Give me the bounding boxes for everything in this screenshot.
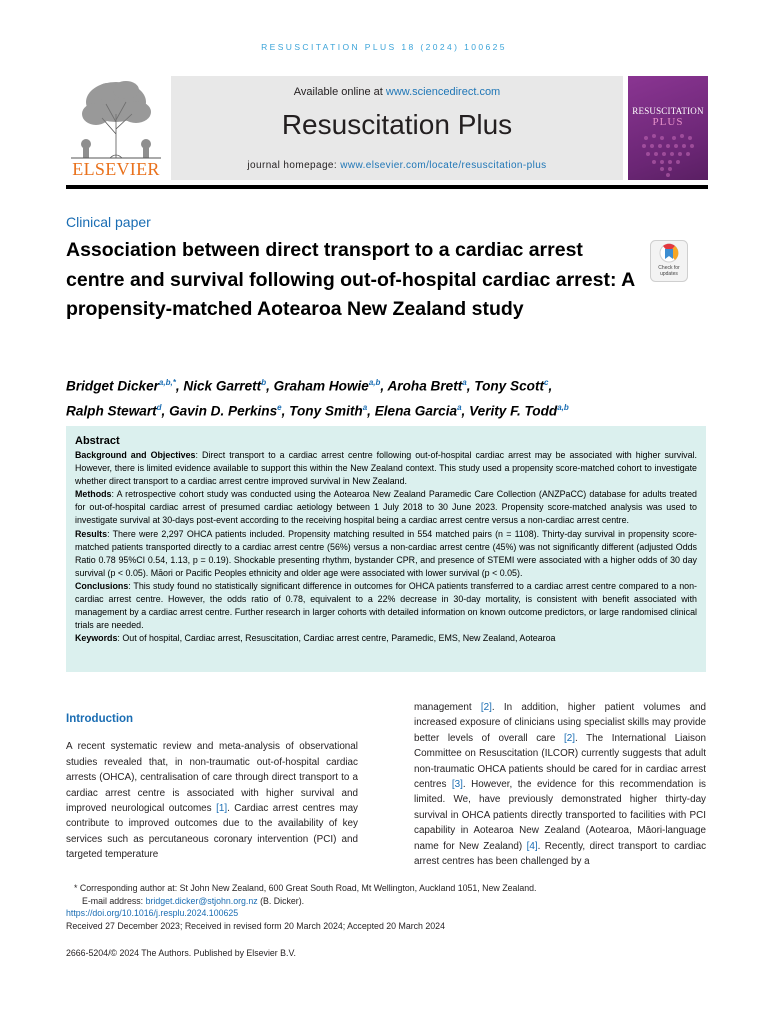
email-suffix: (B. Dicker). [257,895,305,906]
body-text: . The International Liaison Committee on Resuscitation (ILCOR) currently suggests that adult non-traumatic OHCA patients should be cared for in cardiac arrest centres [414,732,706,791]
sciencedirect-link[interactable]: www.sciencedirect.com [385,86,501,98]
author-name[interactable]: Tony Smith [289,403,363,419]
journal-cover[interactable] [628,76,708,180]
abstract-section-text: Out of hospital, Cardiac arrest, Resuscitation, Cardiac arrest centre, Paramedic, EMS, New Zealand, Aotearoa [122,633,556,644]
author-affiliation[interactable]: d [156,402,162,412]
author-name[interactable]: Elena Garcia [374,403,458,419]
author-separator: , [380,378,388,394]
body-text: management [414,702,481,713]
citation-link[interactable]: [1] [216,803,228,815]
author-name[interactable]: Tony Scott [474,378,545,394]
citation-link[interactable]: [4] [526,840,538,852]
abstract-heading: Abstract [75,435,120,447]
author-affiliation[interactable]: a [362,402,368,412]
author-affiliation[interactable]: b [261,378,267,387]
author-name[interactable]: Verity F. Todd [469,403,558,419]
abstract-section-text: There were 2,297 OHCA patients included. Propensity matching resulted in 554 matched pairs (n = 1108). Thirty-day survival in propensity score-matched patients transported directly to a cardiac arrest centre (56%) versus a non-cardiac arrest centre (45%) was not significantly different (adjusted Odds Ratio 0.78 95%CI 0.54, 1.13, p = 0.19). Shockable presenting rhythm, bystander CPR, and presence of STEMI were associated with a higher odds of 30 day survival (p < 0.05). Māori or Pacific Peoples ethnicity and older age were associated with lower survival (p < 0.05). [75,528,697,578]
abstract-section-label: Results [75,528,108,539]
author-affiliation[interactable]: a,b [368,378,381,387]
corresponding-author-note: * Corresponding author at: St John New Zealand, 600 Great South Road, Mt Wellington, Auckland 1051, New Zealand. [74,883,537,893]
body-paragraph [66,739,358,862]
abstract-section: Background and Objectives: Direct transport to a cardiac arrest centre following out-of-hospital cardiac arrest may be associated with higher survival. However, there is limited evidence available to support this within the New Zealand context. This study used a propensity score-matched cohort to investigate whether direct transport to a cardiac arrest centre improved survival in New Zealand. [75,450,697,487]
body-left-column [66,702,358,863]
abstract-section: Keywords: Out of hospital, Cardiac arrest, Resuscitation, Cardiac arrest centre, Paramedic, EMS, New Zealand, Aotearoa [75,633,556,644]
article-title: Association between direct transport to a cardiac arrest centre and survival following out-of-hospital cardiac arrest: A propensity-matched Aotearoa New Zealand study [66,239,635,320]
abstract-body [75,449,697,645]
elsevier-tree-icon [66,74,166,160]
crossmark-label: Check for updates [658,265,680,277]
header-rule [66,185,708,189]
journal-homepage [171,160,623,171]
cover-subtitle: PLUS [652,116,684,128]
journal-info-box [171,76,623,180]
author-name[interactable]: Ralph Stewart [66,403,157,419]
body-text: . Cardiac arrest centres may contribute to improved outcomes due to the availability of key services such as percutaneous coronary intervention (PCI) and targeted temperature [66,803,358,861]
homepage-link[interactable]: www.elsevier.com/locate/resuscitation-plus [340,160,547,171]
author-affiliation[interactable]: a,b [557,402,569,412]
footnotes [66,882,706,932]
running-head: RESUSCITATION PLUS 18 (2024) 100625 [261,42,507,52]
abstract-section: Methods: A retrospective cohort study was conducted using the Aotearoa New Zealand Paramedic Care Collection (ANZPaCC) database for adults treated for out-of-hospital cardiac arrest of presumed cardiac aetiology between 1 July 2018 to 30 June 2023. Propensity score-matched analysis was used to investigate survival at 30-days post-event according to the receiving hospital being a cardiac arrest centre versus a non-cardiac arrest centre. [75,489,697,526]
received-dates: Received 27 December 2023; Received in revised form 20 March 2024; Accepted 20 March 2024 [66,920,445,931]
author-name[interactable]: Graham Howie [273,378,369,394]
author-name[interactable]: Aroha Brett [387,378,463,394]
author-name[interactable]: Nick Garrett [183,378,262,394]
available-online-label: Available online at [293,86,386,98]
body-text: . However, the evidence for this recommendation is limited. We, have previously demonstrated higher thirty-day survival in OHCA patients directly transported to facilities with PCI capability in Aotearoa New Zealand (Aotearoa, Māori-language name for New Zealand) [414,779,706,852]
abstract-section-text: This study found no statistically significant difference in outcomes for OHCA patients transferred to a cardiac arrest centre compared to a non-cardiac arrest centre. However, the odds ratio of 0.78, equivalent to a 22% decrease in 30-day mortality, is consistent with benefit associated with management by a cardiac arrest centre. Further research in larger cohorts with detailed information on known outcome predictors, or large randomised clinical trials are needed. [75,580,697,631]
abstract-section: Results: There were 2,297 OHCA patients included. Propensity matching resulted in 554 matched pairs (n = 1108). Thirty-day survival in propensity score-matched patients transported directly to a cardiac arrest centre (56%) versus a non-cardiac arrest centre (45%) was not significantly different (adjusted Odds Ratio 0.78 95%CI 0.54, 1.13, p = 0.19). Shockable presenting rhythm, bystander CPR, and presence of STEMI were associated with a higher odds of 30 day survival (p < 0.05). Māori or Pacific Peoples ethnicity and older age were associated with lower survival (p < 0.05). [75,528,697,578]
homepage-label: journal homepage: [247,160,341,171]
author-separator: , [466,378,475,394]
copyright-line: 2666-5204/© 2024 The Authors. Published by Elsevier B.V. [66,948,296,958]
journal-header [66,74,708,182]
abstract-section-label: Conclusions [75,580,129,591]
body-paragraph [414,700,706,869]
author-list [66,372,706,421]
elsevier-wordmark: ELSEVIER [72,159,160,179]
author-separator: , [266,378,274,394]
cover-title: RESUSCITATION [632,106,704,116]
author-affiliation[interactable]: a [462,378,467,387]
author-separator: , [548,378,553,394]
article-type: Clinical paper [66,214,151,230]
abstract-section-label: Background and Objectives [75,450,196,460]
author-affiliation[interactable]: e [277,402,282,412]
body-text: . Recently, direct transport to cardiac arrest centres has been challenged by a [414,840,707,868]
email-link[interactable]: bridget.dicker@stjohn.org.nz [145,895,258,906]
email-label: E-mail address: [82,895,146,906]
body-text: A recent systematic review and meta-analysis of observational studies revealed that, in non-traumatic out-of-hospital cardiac arrests (OHCA), centralisation of care through direct transport to a cardiac arrest centre is associated with higher survival and improved neurological outcomes [66,741,358,815]
author-name[interactable]: Bridget Dicker [66,378,159,394]
abstract-section: Conclusions: This study found no statistically significant difference in outcomes for OHCA patients transferred to a cardiac arrest centre compared to a non-cardiac arrest centre. However, the odds ratio of 0.78, equivalent to a 22% decrease in 30-day mortality, is consistent with benefit associated with management by a cardiac arrest centre. Further research in larger cohorts with detailed information on known outcome predictors, or large randomised clinical trials are needed. [75,580,697,631]
abstract-section-text: Direct transport to a cardiac arrest centre following out-of-hospital cardiac arrest may be associated with higher survival. However, there is limited evidence available to support this within the New Zealand context. This study used a propensity score-matched cohort to investigate whether direct transport to a cardiac arrest centre improved survival in New Zealand. [75,450,697,487]
email-note [66,895,706,908]
body-right-column [414,700,706,869]
journal-title: Resuscitation Plus [281,109,513,140]
citation-link[interactable]: [3] [451,779,463,791]
heart-pattern-icon [628,76,708,180]
author-separator: , [281,403,290,419]
body-text: . In addition, higher patient volumes and increased exposure of clinicians using specialist skills may provide better levels of overall care [414,702,706,744]
author-separator: , [367,403,375,419]
author-separator: , [175,378,184,394]
author-separator: , [461,403,470,419]
citation-link[interactable]: [2] [564,732,575,744]
abstract-box [66,426,706,672]
abstract-section-label: Keywords [75,633,118,644]
author-affiliation[interactable]: c [544,378,549,387]
author-line-2 [66,397,706,422]
doi-link[interactable]: https://doi.org/10.1016/j.resplu.2024.100625 [66,908,239,918]
author-affiliation[interactable]: a [457,402,462,412]
elsevier-logo[interactable] [66,74,166,182]
author-separator: , [161,403,170,419]
citation-link[interactable]: [2] [480,702,492,713]
author-affiliation[interactable]: a,b,* [158,378,176,387]
author-name[interactable]: Gavin D. Perkins [169,403,278,419]
abstract-section-label: Methods [75,489,112,500]
available-online [171,86,623,98]
author-line-1 [66,372,706,397]
abstract-section-text: A retrospective cohort study was conducted using the Aotearoa New Zealand Paramedic Care Collection (ANZPaCC) database for adults treated for out-of-hospital cardiac arrest of presumed cardiac aetiology between 1 July 2018 to 30 June 2023. Propensity score-matched analysis was used to investigate survival at 30-days post-event according to the receiving hospital being a cardiac arrest centre versus a non-cardiac arrest centre. [75,489,697,526]
introduction-heading: Introduction [66,713,134,725]
